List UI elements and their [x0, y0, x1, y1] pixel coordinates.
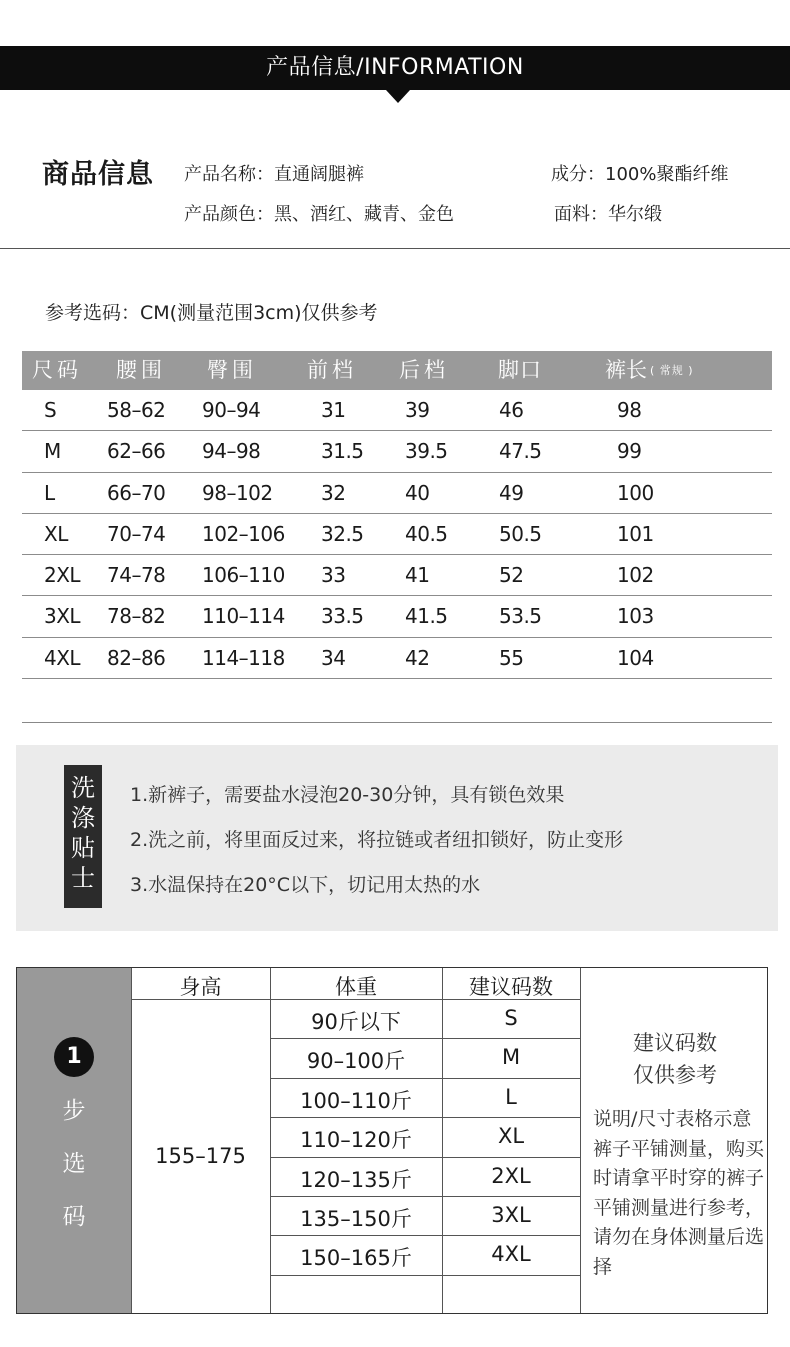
cell-size: 2XL [491, 1163, 531, 1188]
cell-front-rise: 34 [321, 645, 346, 670]
cell-waist: 82–86 [107, 645, 166, 670]
size-chart-header [22, 351, 772, 390]
cell-size: S [44, 398, 57, 422]
header-front-rise: 前档 [307, 358, 357, 382]
cell-hip: 102–106 [202, 521, 285, 546]
cell-back-rise: 40.5 [405, 521, 448, 546]
cell-back-rise: 39.5 [405, 439, 448, 464]
divider [22, 722, 772, 723]
grid-line [270, 1157, 580, 1158]
cell-weight: 150–165斤 [300, 1246, 412, 1271]
table-row [22, 638, 772, 679]
cell-waist: 78–82 [107, 604, 166, 629]
banner-arrow-icon [386, 90, 410, 103]
note-body: 说明/尺寸表格示意裤子平铺测量，购买时请拿平时穿的裤子平铺测量进行参考，请勿在身体测量后选择 [593, 1108, 765, 1278]
cell-back-rise: 41 [405, 563, 430, 588]
table-row [22, 431, 772, 472]
step-number-badge: 1 [54, 1037, 94, 1077]
note-title-line: 仅供参考 [633, 1063, 717, 1087]
section-banner [0, 46, 790, 90]
cell-hip: 94–98 [202, 439, 261, 464]
step-column [17, 968, 131, 1313]
cell-leg-opening: 50.5 [499, 521, 542, 546]
cell-waist: 66–70 [107, 480, 166, 505]
header-waist: 腰围 [116, 358, 166, 382]
cell-size: M [501, 1045, 521, 1070]
cell-hip: 114–118 [202, 645, 285, 670]
header-length-note: ( 常规 ) [650, 364, 694, 377]
size-chart-table [22, 351, 772, 679]
note-title-line: 建议码数 [633, 1031, 717, 1055]
wash-tag-char: 贴 [71, 834, 95, 862]
cell-length: 101 [617, 521, 654, 546]
cell-leg-opening: 53.5 [499, 604, 542, 629]
grid-line [131, 968, 132, 1313]
cell-hip: 90–94 [202, 398, 261, 422]
header-hip: 臀围 [207, 358, 257, 382]
cell-front-rise: 33 [321, 563, 346, 588]
header-leg-opening: 脚口 [498, 358, 542, 382]
grid-line [270, 1275, 580, 1276]
cell-waist: 74–78 [107, 563, 166, 588]
cell-back-rise: 40 [405, 480, 430, 505]
cell-leg-opening: 47.5 [499, 439, 542, 464]
cell-length: 104 [617, 645, 654, 670]
table-row [22, 473, 772, 514]
cell-size: 4XL [491, 1242, 531, 1267]
divider [0, 248, 790, 249]
cell-length: 100 [617, 480, 654, 505]
cell-hip: 98–102 [202, 480, 273, 505]
cell-weight: 100–110斤 [300, 1088, 412, 1113]
grid-line [580, 968, 581, 1313]
cell-waist: 70–74 [107, 521, 166, 546]
wash-tip-1: 1.新裤子，需要盐水浸泡20-30分钟，具有锁色效果 [130, 784, 565, 806]
grid-line [270, 1117, 580, 1118]
wash-tips-tag [64, 765, 102, 908]
cell-size: 3XL [44, 604, 81, 629]
product-fabric: 面料：华尔缎 [554, 204, 662, 225]
wash-tip-2: 2.洗之前，将里面反过来，将拉链或者纽扣锁好，防止变形 [130, 829, 624, 851]
step-char: 码 [62, 1204, 86, 1230]
wash-tag-char: 洗 [71, 774, 95, 802]
cell-weight: 90–100斤 [306, 1049, 406, 1074]
cell-back-rise: 39 [405, 398, 430, 422]
cell-length: 102 [617, 563, 654, 588]
product-info-heading: 商品信息 [42, 159, 154, 190]
cell-weight: 120–135斤 [300, 1167, 412, 1192]
cell-length: 103 [617, 604, 654, 629]
wash-tips-panel [16, 745, 778, 931]
banner-title: 产品信息/INFORMATION [266, 55, 524, 80]
cell-hip: 110–114 [202, 604, 285, 629]
size-chart-caption: 参考选码：CM(测量范围3cm)仅供参考 [45, 302, 378, 324]
cell-waist: 58–62 [107, 398, 166, 422]
cell-length: 98 [617, 398, 642, 422]
cell-front-rise: 32 [321, 480, 346, 505]
cell-size: XL [497, 1124, 525, 1149]
grid-line [270, 1235, 580, 1236]
cell-leg-opening: 52 [499, 563, 524, 588]
header-back-rise: 后档 [399, 358, 449, 382]
cell-size: XL [44, 521, 68, 546]
table-row [22, 390, 772, 431]
cell-leg-opening: 46 [499, 398, 524, 422]
cell-front-rise: 31.5 [321, 439, 364, 464]
wash-tip-3: 3.水温保持在20°C以下，切记用太热的水 [130, 874, 481, 896]
table-row [22, 555, 772, 596]
header-weight: 体重 [335, 975, 377, 999]
header-recommended-size: 建议码数 [469, 975, 553, 999]
cell-size: L [505, 1084, 517, 1109]
cell-weight: 135–150斤 [300, 1207, 412, 1231]
cell-size: L [44, 480, 55, 505]
cell-weight: 90斤以下 [311, 1010, 401, 1034]
cell-weight: 110–120斤 [300, 1128, 412, 1153]
size-recommendation [16, 967, 768, 1314]
cell-size: 4XL [44, 645, 81, 670]
wash-tag-char: 涤 [71, 804, 95, 832]
product-name: 产品名称：直通阔腿裤 [184, 164, 364, 185]
step-char: 选 [62, 1151, 86, 1177]
product-colors: 产品颜色：黑、酒红、藏青、金色 [184, 204, 454, 225]
grid-line [270, 1078, 580, 1079]
height-range: 155–175 [155, 1144, 246, 1168]
table-row [22, 596, 772, 637]
cell-front-rise: 32.5 [321, 521, 364, 546]
wash-tag-char: 士 [71, 864, 95, 892]
header-length: 裤长 [605, 358, 647, 382]
cell-front-rise: 33.5 [321, 604, 364, 629]
cell-back-rise: 41.5 [405, 604, 448, 629]
header-height: 身高 [179, 975, 222, 999]
grid-line [270, 1196, 580, 1197]
cell-back-rise: 42 [405, 645, 430, 670]
cell-waist: 62–66 [107, 439, 166, 464]
cell-front-rise: 31 [321, 398, 346, 422]
cell-size: 2XL [44, 563, 81, 588]
cell-size: M [44, 439, 61, 464]
cell-leg-opening: 49 [499, 480, 524, 505]
cell-length: 99 [617, 439, 642, 464]
cell-size: S [504, 1006, 518, 1030]
cell-size: 3XL [491, 1203, 531, 1227]
product-composition: 成分：100%聚酯纤维 [551, 164, 729, 185]
table-row [22, 514, 772, 555]
step-char: 步 [62, 1098, 86, 1124]
cell-leg-opening: 55 [499, 645, 524, 670]
cell-hip: 106–110 [202, 563, 285, 588]
header-size: 尺码 [32, 358, 82, 382]
grid-line [270, 1038, 580, 1039]
